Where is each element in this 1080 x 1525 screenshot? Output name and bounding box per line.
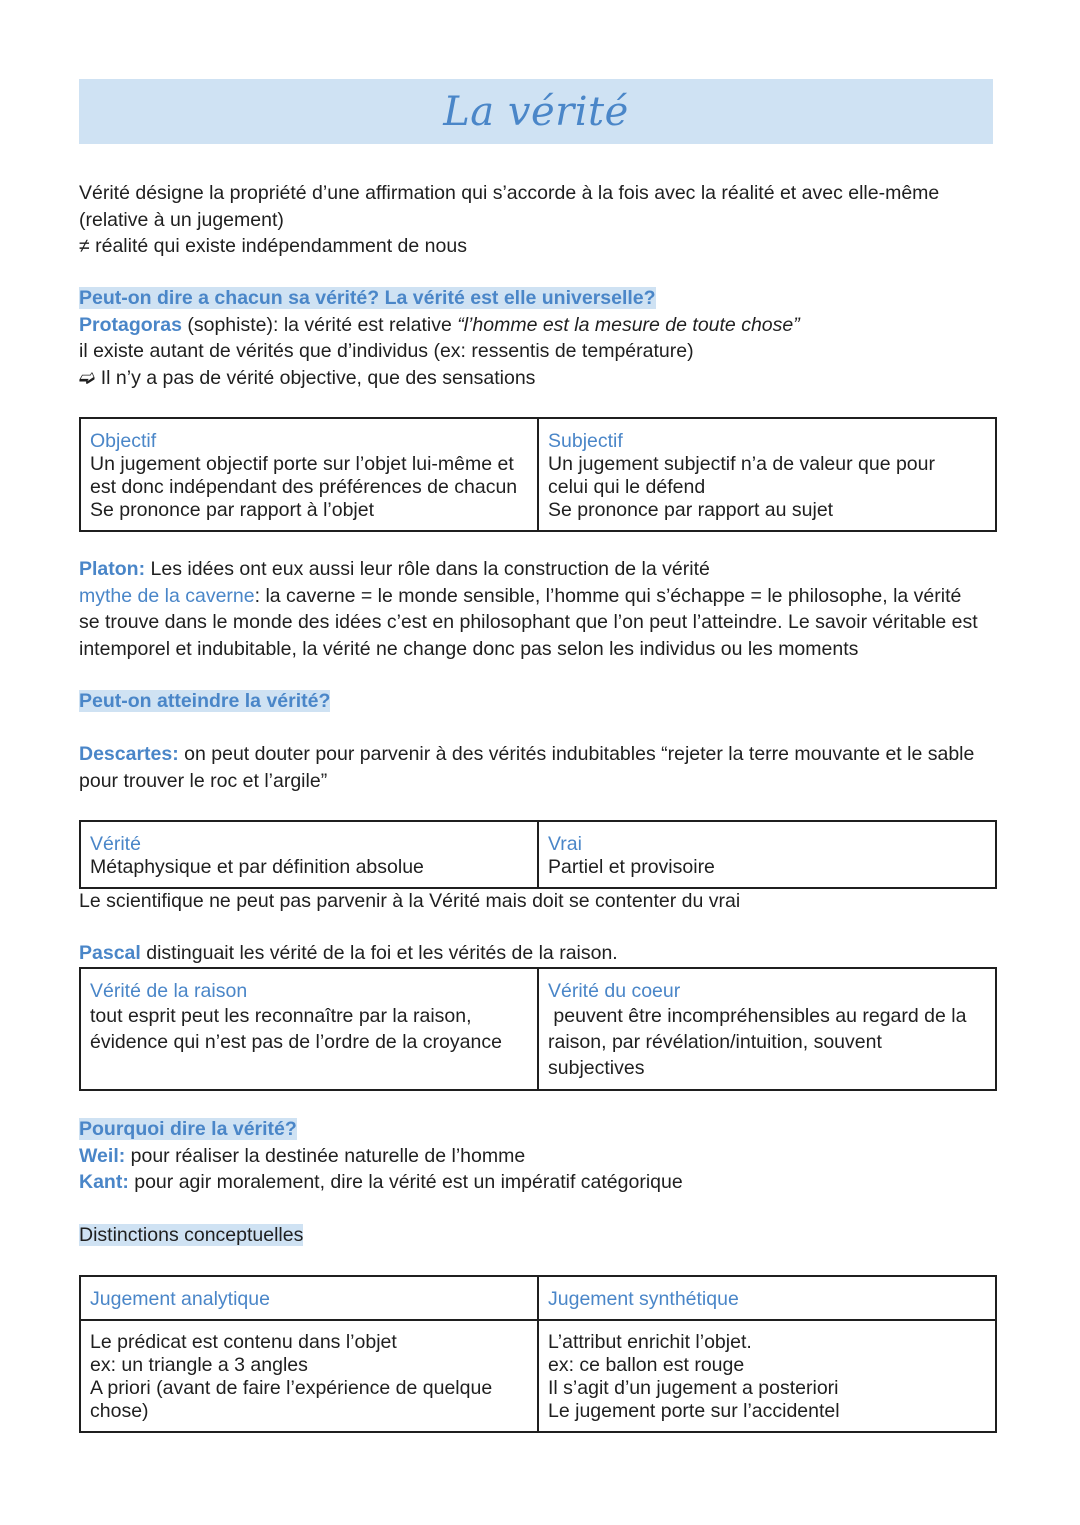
cell-line: chose) (90, 1400, 149, 1422)
section-descartes (79, 741, 1009, 794)
objective-subjective-table (79, 417, 997, 532)
table-cell (538, 1320, 996, 1432)
cell-heading: Vrai (548, 833, 582, 855)
section-relativity (79, 285, 1009, 391)
cell-line: subjectives (548, 1057, 645, 1079)
table-cell (80, 968, 538, 1090)
cell-line: Se prononce par rapport à l’objet (90, 499, 375, 521)
body-line: il existe autant de vérités que d’individus (ex: ressentis de température) (79, 340, 694, 362)
table-cell (538, 821, 996, 888)
cell-line: Partiel et provisoire (548, 856, 715, 878)
raison-coeur-table (79, 967, 997, 1091)
cell-heading: Jugement synthétique (548, 1288, 739, 1310)
table-cell (538, 418, 996, 531)
section-question: Peut-on atteindre la vérité? (79, 690, 331, 712)
table-cell (80, 418, 538, 531)
section-why (79, 1116, 1009, 1196)
platon-text: Les idées ont eux aussi leur rôle dans la construction de la vérité (145, 558, 710, 580)
cell-heading: Vérité de la raison (90, 980, 248, 1002)
author-name: Descartes: (79, 743, 179, 765)
cell-heading: Vérité du coeur (548, 980, 681, 1002)
author-name: Protagoras (79, 313, 182, 336)
intro-definition (79, 180, 1009, 260)
cell-line: Un jugement objectif porte sur l’objet lui-même et (90, 453, 514, 475)
section-question: Peut-on dire a chacun sa vérité? La vérité est elle universelle? (79, 287, 656, 309)
cell-line: A priori (avant de faire l’expérience de quelque (90, 1377, 493, 1399)
mythe-text: : la caverne = le monde sensible, l’homme qui s’échappe = le philosophe, la vérité (254, 584, 962, 607)
protagoras-text: (sophiste): la vérité est relative (181, 313, 458, 336)
body-line: intemporel et indubitable, la vérité ne change donc pas selon les individus ou les moments (79, 637, 859, 660)
cell-line: L’attribut enrichit l’objet. (548, 1331, 752, 1353)
cell-line: Se prononce par rapport au sujet (548, 499, 834, 521)
section-distinctions (79, 1222, 1009, 1249)
mythe-label: mythe de la caverne (79, 584, 255, 607)
section-platon (79, 556, 1009, 662)
cell-line: raison, par révélation/intuition, souvent (548, 1031, 882, 1053)
verite-vrai-table (79, 820, 997, 889)
cell-line: est donc indépendant des préférences de chacun (90, 476, 518, 498)
section-attain (79, 688, 1009, 715)
cell-heading: Objectif (90, 430, 157, 452)
cell-heading: Jugement analytique (90, 1288, 270, 1310)
section-pascal (79, 940, 1009, 967)
protagoras-quote: “l’homme est la mesure de toute chose” (457, 313, 800, 336)
table-cell (80, 821, 538, 888)
title-banner (79, 79, 993, 144)
section-heading: Distinctions conceptuelles (79, 1224, 304, 1246)
cell-line: Il s’agit d’un jugement a posteriori (548, 1377, 839, 1399)
cell-line: Le jugement porte sur l’accidentel (548, 1400, 840, 1422)
table-cell (538, 968, 996, 1090)
cell-line: Métaphysique et par définition absolue (90, 856, 424, 878)
intro-line: ≠ réalité qui existe indépendamment de nous (79, 235, 467, 257)
intro-line: (relative à un jugement) (79, 208, 284, 231)
author-name: Pascal (79, 942, 141, 964)
author-name: Kant: (79, 1171, 129, 1193)
page-title: La vérité (443, 88, 629, 135)
cell-line: tout esprit peut les reconnaître par la raison, (90, 1005, 472, 1027)
body-line: se trouve dans le monde des idées c’est en philosophant que l’on peut l’atteindre. Le savoir véritable est (79, 611, 978, 633)
body-line: pour trouver le roc et l’argile” (79, 769, 328, 792)
body-line: ➫ Il n’y a pas de vérité objective, que des sensations (79, 366, 536, 389)
table-header-cell (80, 1276, 538, 1320)
scientist-note (79, 888, 1009, 915)
kant-text: pour agir moralement, dire la vérité est un impératif catégorique (128, 1171, 683, 1193)
table-header-cell (538, 1276, 996, 1320)
author-name: Platon: (79, 558, 146, 580)
author-name: Weil: (79, 1144, 126, 1167)
weil-text: pour réaliser la destinée naturelle de l’homme (125, 1144, 526, 1167)
cell-line: Un jugement subjectif n’a de valeur que pour (548, 453, 935, 475)
cell-heading: Vérité (90, 833, 141, 855)
cell-line: celui qui le défend (548, 476, 706, 498)
cell-heading: Subjectif (548, 430, 623, 452)
body-line: Le scientifique ne peut pas parvenir à la Vérité mais doit se contenter du vrai (79, 890, 741, 912)
descartes-text: on peut douter pour parvenir à des vérités indubitables “rejeter la terre mouvante et le sable (178, 743, 975, 765)
intro-line: Vérité désigne la propriété d’une affirmation qui s’accorde à la fois avec la réalité et avec elle-même (79, 182, 940, 204)
table-cell (80, 1320, 538, 1432)
cell-line: ex: un triangle a 3 angles (90, 1354, 308, 1376)
cell-line: Le prédicat est contenu dans l’objet (90, 1331, 397, 1353)
cell-line: peuvent être incompréhensibles au regard de la (548, 1005, 967, 1027)
cell-line: évidence qui n’est pas de l’ordre de la croyance (90, 1031, 502, 1053)
section-question: Pourquoi dire la vérité? (79, 1118, 297, 1140)
pascal-text: distinguait les vérité de la foi et les vérités de la raison. (140, 942, 618, 964)
cell-line: ex: ce ballon est rouge (548, 1354, 745, 1376)
judgement-table (79, 1275, 997, 1433)
